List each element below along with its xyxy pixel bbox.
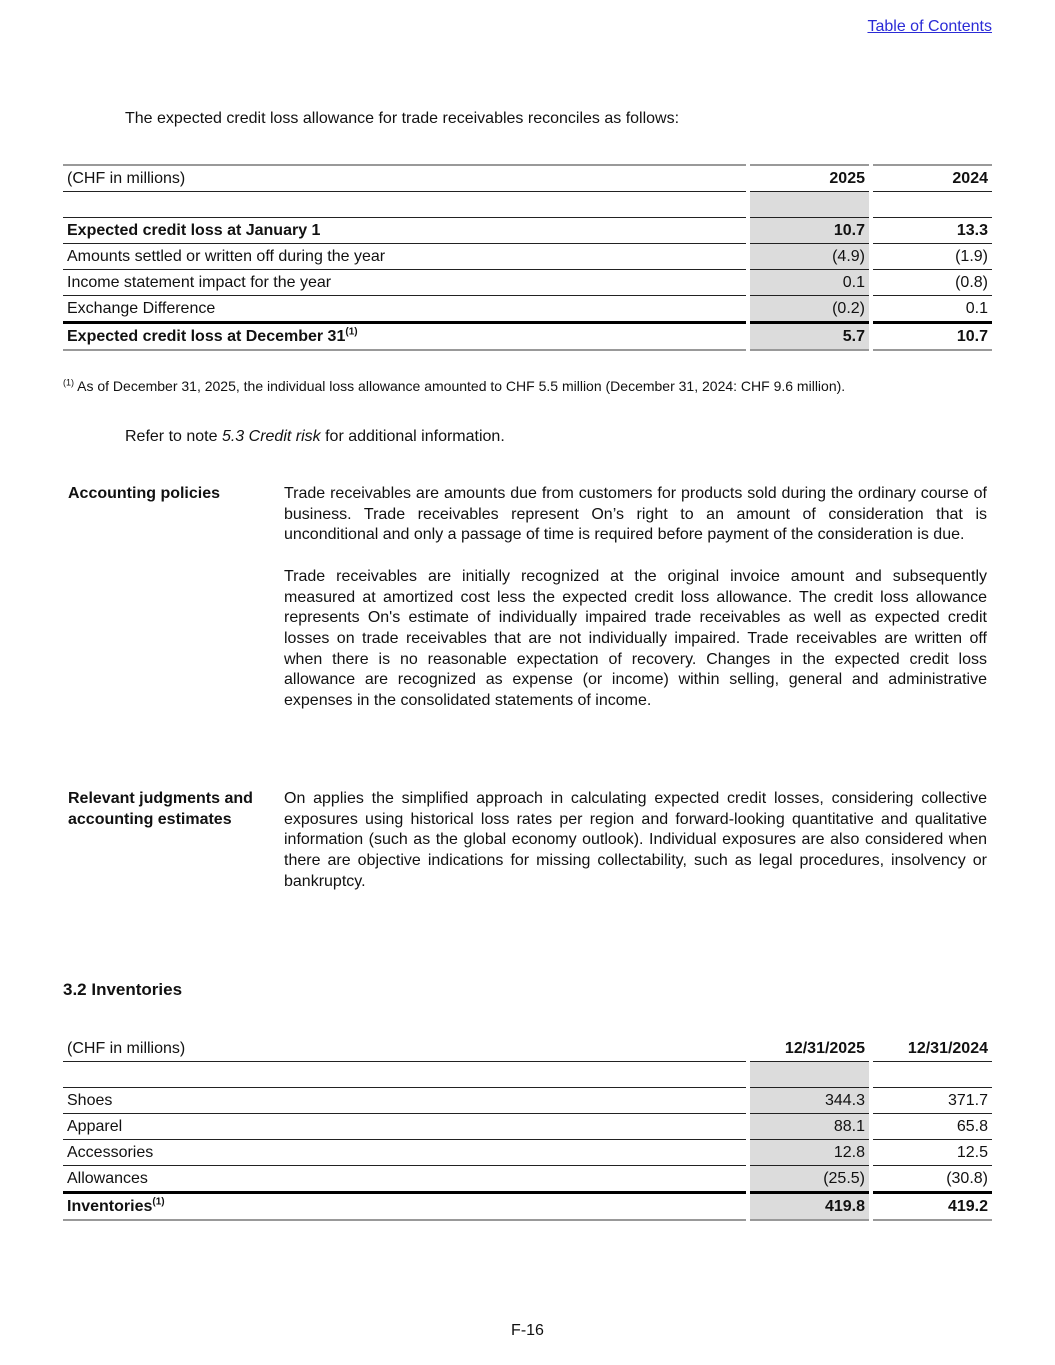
- footnote: [63, 378, 845, 394]
- total-value-2024: 10.7: [873, 321, 992, 351]
- column-header-2024: 2024: [873, 164, 992, 192]
- row-value-2024: (0.8): [873, 269, 992, 295]
- refer-note: Refer to note 5.3 Credit risk for additional information.: [125, 428, 505, 445]
- intro-text: The expected credit loss allowance for trade receivables reconciles as follows:: [125, 110, 680, 127]
- row-label: Income statement impact for the year: [63, 269, 746, 295]
- table-row: [63, 1139, 992, 1165]
- row-label: Amounts settled or written off during the year: [63, 243, 746, 269]
- row-value-2024: 65.8: [873, 1113, 992, 1139]
- inventories-table: [63, 1036, 992, 1221]
- column-header-2024: 12/31/2024: [873, 1036, 992, 1062]
- row-value-2025: 10.7: [750, 217, 869, 243]
- row-label: Expected credit loss at January 1: [63, 217, 746, 243]
- total-value-2024: 419.2: [873, 1191, 992, 1221]
- row-value-2024: (1.9): [873, 243, 992, 269]
- table-row: [63, 217, 992, 243]
- credit-loss-table: [63, 164, 992, 351]
- table-row: [63, 1087, 992, 1113]
- row-value-2024: 13.3: [873, 217, 992, 243]
- unit-label: (CHF in millions): [63, 164, 746, 192]
- total-label: Expected credit loss at December 31$^{(1)}$: [63, 321, 746, 351]
- row-value-2024: 0.1: [873, 295, 992, 321]
- row-value-2024: (30.8): [873, 1165, 992, 1191]
- table-row: [63, 1165, 992, 1191]
- table-row: [63, 295, 992, 321]
- footnote-marker: (1): [152, 1196, 165, 1208]
- row-label: Apparel: [63, 1113, 746, 1139]
- table-row: [63, 269, 992, 295]
- row-value-2024: 371.7: [873, 1087, 992, 1113]
- total-label: Inventories$^{(1)}$: [63, 1191, 746, 1221]
- total-value-2025: 419.8: [750, 1191, 869, 1221]
- table-header-row: [63, 164, 992, 192]
- table-total-row: [63, 1191, 992, 1221]
- table-total-row: [63, 321, 992, 351]
- row-label: Allowances: [63, 1165, 746, 1191]
- row-label: Accessories: [63, 1139, 746, 1165]
- policy-paragraph: Trade receivables are amounts due from customers for products sold during the ordinary course of business. Trade receivables represent On’s right to an amount of consideration that is unconditional and only a passage of time is required before payment of the consideration is due.: [284, 485, 987, 544]
- accounting-policies-title: Accounting policies: [68, 485, 221, 502]
- accounting-policies-section: [68, 484, 987, 732]
- row-label: Shoes: [63, 1087, 746, 1113]
- row-label: Exchange Difference: [63, 295, 746, 321]
- unit-label: (CHF in millions): [63, 1036, 746, 1062]
- row-value-2025: (4.9): [750, 243, 869, 269]
- table-row: [63, 243, 992, 269]
- row-value-2025: (0.2): [750, 295, 869, 321]
- row-value-2025: (25.5): [750, 1165, 869, 1191]
- row-value-2025: 344.3: [750, 1087, 869, 1113]
- page-number: F-16: [511, 1322, 544, 1339]
- note-reference: 5.3 Credit risk: [221, 428, 321, 445]
- row-value-2025: 0.1: [750, 269, 869, 295]
- column-header-2025: 2025: [750, 164, 869, 192]
- row-value-2024: 12.5: [873, 1139, 992, 1165]
- table-header-row: [63, 1036, 992, 1062]
- row-value-2025: 12.8: [750, 1139, 869, 1165]
- table-row: [63, 1113, 992, 1139]
- footnote-text: As of December 31, 2025, the individual loss allowance amounted to CHF 5.5 million (December 31, 2024: CHF 9.6 million).: [77, 378, 846, 394]
- row-value-2025: 88.1: [750, 1113, 869, 1139]
- footnote-marker: (1): [345, 326, 358, 338]
- judgments-paragraph: On applies the simplified approach in calculating expected credit losses, considering collective exposures using historical loss rates per region and forward-looking quantitative and qualitative information (such as the global economy outlook). Individual exposures are also considered when there are objective indications for missing collectability, such as legal procedures, insolvency or bankruptcy.: [284, 790, 987, 890]
- total-value-2025: 5.7: [750, 321, 869, 351]
- judgments-title: Relevant judgments and accounting estimates: [68, 790, 253, 828]
- judgments-section: [68, 789, 987, 913]
- policy-paragraph: Trade receivables are initially recognized at the original invoice amount and subsequently measured at amortized cost less the expected credit loss allowance. The credit loss allowance represents On's estimate of individually impaired trade receivables as well as expected credit losses on trade receivables that are not individually impaired. Trade receivables are written off when there is no reasonable expectation of recovery. Changes in the expected credit loss allowance are recognized as expense (or income) within selling, general and administrative expenses in the consolidated statements of income.: [284, 567, 987, 710]
- table-of-contents-link[interactable]: Table of Contents: [867, 18, 992, 35]
- section-title-inventories: 3.2 Inventories: [63, 980, 183, 999]
- footnote-marker: (1): [63, 377, 74, 388]
- column-header-2025: 12/31/2025: [750, 1036, 869, 1062]
